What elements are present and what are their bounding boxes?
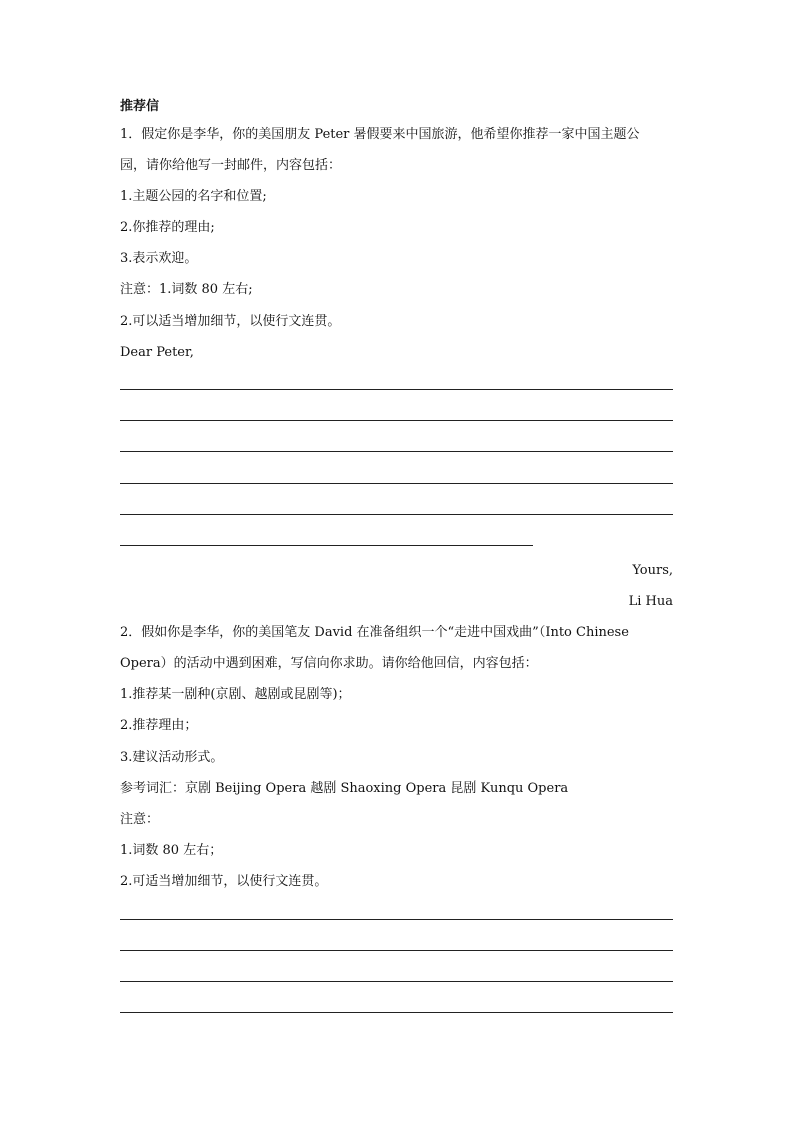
q1-answer-line-3[interactable] — [120, 451, 673, 452]
q1-greeting: Dear Peter, — [120, 345, 194, 360]
section-heading: 推荐信 — [120, 99, 160, 114]
q2-note-1: 1.词数 80 左右； — [120, 843, 223, 858]
q1-answer-line-6[interactable] — [120, 545, 533, 546]
q2-item-1: 1.推荐某一剧种(京剧、越剧或昆剧等)； — [120, 687, 351, 702]
q2-vocab: 参考词汇：京剧 Beijing Opera 越剧 Shaoxing Opera 昆剧 Kunqu Opera — [120, 781, 569, 796]
q1-answer-line-5[interactable] — [120, 514, 673, 515]
q2-prompt-line-1: 2．假如你是李华，你的美国笔友 David 在准备组织一个“走进中国戏曲”（Into Chinese — [120, 625, 629, 640]
q1-item-3: 3.表示欢迎。 — [120, 251, 198, 266]
q1-answer-line-4[interactable] — [120, 483, 673, 484]
q1-note-1: 注意：1.词数 80 左右; — [120, 282, 253, 297]
q2-prompt-line-2: Opera）的活动中遇到困难，写信向你求助。请你给他回信，内容包括： — [120, 656, 538, 671]
q1-answer-line-2[interactable] — [120, 420, 673, 421]
q1-item-2: 2.你推荐的理由; — [120, 220, 215, 235]
q1-signature: Li Hua — [628, 594, 673, 609]
q1-closing: Yours, — [632, 563, 673, 578]
q2-answer-line-4[interactable] — [120, 1012, 673, 1013]
q2-item-3: 3.建议活动形式。 — [120, 750, 224, 765]
q2-item-2: 2.推荐理由； — [120, 718, 198, 733]
q1-prompt-line-1: 1．假定你是李华，你的美国朋友 Peter 暑假要来中国旅游，他希望你推荐一家中国主题公 — [120, 127, 640, 142]
q2-answer-line-3[interactable] — [120, 981, 673, 982]
q1-item-1: 1.主题公园的名字和位置; — [120, 189, 267, 204]
q2-answer-line-1[interactable] — [120, 919, 673, 920]
q1-note-2: 2.可以适当增加细节，以使行文连贯。 — [120, 314, 341, 329]
q1-answer-line-1[interactable] — [120, 389, 673, 390]
q2-note-label: 注意： — [120, 812, 160, 827]
q2-note-2: 2.可适当增加细节，以使行文连贯。 — [120, 874, 328, 889]
q2-answer-line-2[interactable] — [120, 950, 673, 951]
q1-prompt-line-2: 园，请你给他写一封邮件，内容包括： — [120, 158, 342, 173]
